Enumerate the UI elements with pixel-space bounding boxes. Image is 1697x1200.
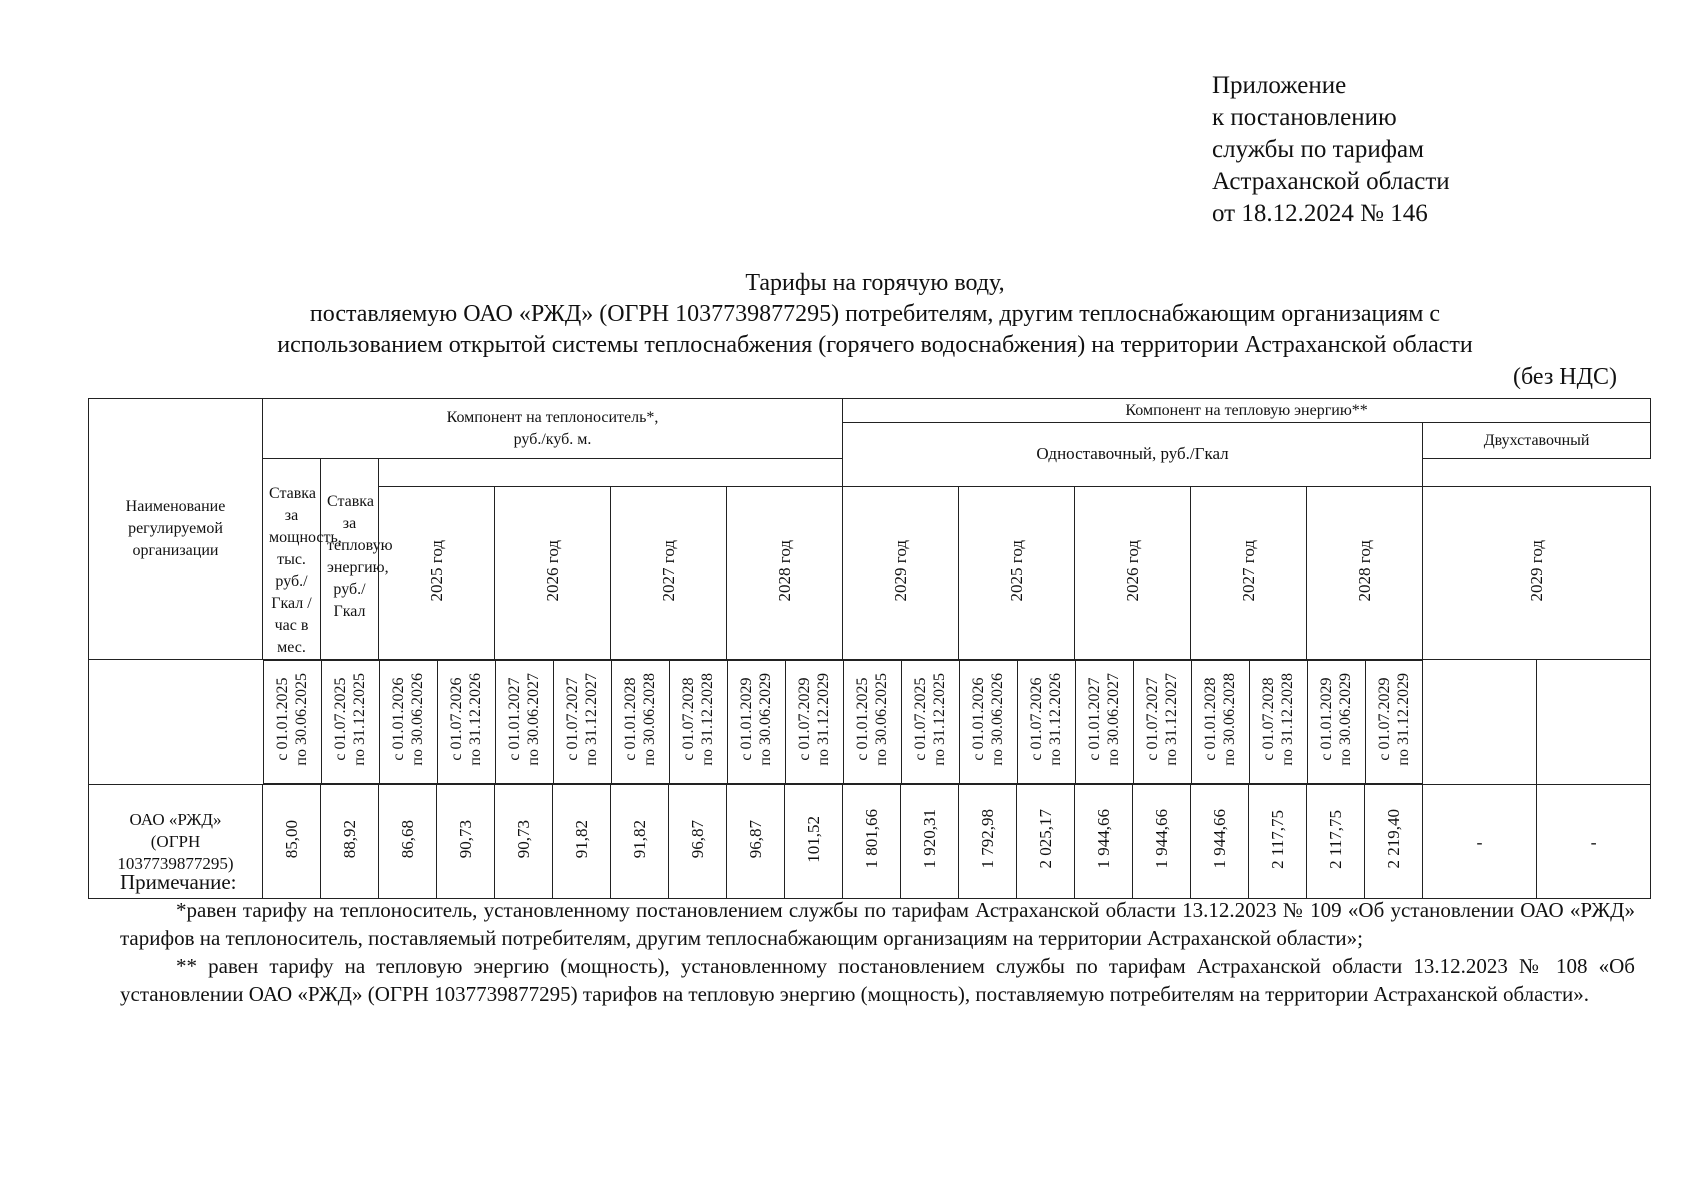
period-from: с 01.01.2027 <box>506 677 523 762</box>
period-cell <box>959 661 1017 784</box>
period-from: с 01.07.2028 <box>680 677 697 762</box>
coolant-value: 88,92 <box>340 819 359 859</box>
period-cell <box>1075 661 1133 784</box>
period-to: по 31.12.2028 <box>699 673 716 766</box>
note-heading: Примечание: <box>120 870 237 894</box>
period-cell <box>901 661 959 784</box>
period-to: по 31.12.2029 <box>815 673 832 766</box>
heat-value: 2 219,40 <box>1384 809 1404 869</box>
period-cell <box>321 661 379 784</box>
year-label: 2028 год <box>775 539 794 602</box>
year-cell <box>843 486 959 659</box>
heat-header: Компонент на тепловую энергию** <box>843 399 1651 423</box>
period-row-container <box>89 660 1423 785</box>
period-from: с 01.07.2025 <box>332 677 349 762</box>
heat-value: 1 801,66 <box>862 809 882 869</box>
heat-value: 1 944,66 <box>1094 809 1114 869</box>
coolant-value: 96,87 <box>746 819 765 859</box>
coolant-value: 90,73 <box>514 819 533 859</box>
period-cell <box>611 661 669 784</box>
coolant-value: 85,00 <box>282 819 301 859</box>
energy-period-blank <box>1537 660 1651 785</box>
tariff-table <box>88 398 1651 899</box>
heat-value: 1 920,31 <box>920 809 940 869</box>
appendix-line: службы по тарифам <box>1212 136 1424 163</box>
period-spacer <box>89 661 263 784</box>
year-cell <box>379 486 495 659</box>
year-label: 2026 год <box>543 539 562 602</box>
period-to: по 31.12.2029 <box>1395 673 1413 766</box>
year-label: 2027 год <box>1239 539 1259 602</box>
title-line: поставляемую ОАО «РЖД» (ОГРН 1037739877295) потребителям, другим теплоснабжающим организациям с <box>309 301 1441 327</box>
year-cell <box>1191 486 1307 659</box>
heat-value: 2 025,17 <box>1036 809 1056 869</box>
year-label: 2026 год <box>1123 539 1143 602</box>
year-cell <box>1307 486 1423 659</box>
coolant-value: 90,73 <box>456 819 475 859</box>
period-header-row <box>89 660 1651 785</box>
year-label: 2025 год <box>427 539 446 602</box>
period-to: по 30.06.2025 <box>293 673 310 766</box>
period-from: с 01.01.2029 <box>1318 677 1335 762</box>
period-cell <box>553 661 611 784</box>
period-to: по 31.12.2026 <box>1047 673 1064 766</box>
year-cell <box>1075 486 1191 659</box>
period-cell <box>785 661 843 784</box>
period-cell <box>379 661 437 784</box>
period-from: с 01.01.2025 <box>854 677 871 762</box>
period-to: по 30.06.2028 <box>641 673 658 766</box>
title-line: Тарифы на горячую воду, <box>745 270 1005 296</box>
document-title <box>150 268 1600 361</box>
period-to: по 30.06.2029 <box>757 673 774 766</box>
note-block <box>120 868 1635 1008</box>
year-cell <box>727 486 843 659</box>
period-to: по 31.12.2027 <box>583 673 600 766</box>
period-cell <box>1365 661 1423 784</box>
period-cell <box>263 661 321 784</box>
coolant-value: 101,52 <box>804 815 823 863</box>
period-from: с 01.07.2028 <box>1260 677 1277 762</box>
capacity-period-blank <box>1423 660 1537 785</box>
period-to: по 30.06.2025 <box>873 673 890 766</box>
year-cell <box>959 486 1075 659</box>
period-from: с 01.01.2028 <box>1202 677 1219 762</box>
period-cell <box>1307 661 1365 784</box>
period-from: с 01.01.2029 <box>738 677 755 762</box>
period-from: с 01.07.2027 <box>564 677 581 762</box>
appendix-line: Астраханской области <box>1212 168 1450 195</box>
note-paragraph-heat: ** равен тарифу на тепловую энергию (мощность), установленному постановлением службы по тарифам Астраханской области 13.12.2023 № 108 «Об установлении ОАО «РЖД» (ОГРН 1037739877295) тарифов на тепловую энергию (мощность), поставляемую потребителям на территории Астраханской области». <box>120 954 1635 1006</box>
org-name-line: (ОГРН <box>150 831 201 851</box>
heat-value: 1 792,98 <box>978 809 998 869</box>
heat-value: 2 117,75 <box>1326 809 1346 869</box>
year-label: 2029 год <box>1527 539 1547 602</box>
year-cell <box>1423 486 1651 659</box>
title-line: использованием открытой системы теплоснабжения (горячего водоснабжения) на территории Астраханской области <box>277 332 1473 358</box>
period-from: с 01.07.2029 <box>796 677 813 762</box>
org-header: Наименование регулируемой организации <box>89 399 263 660</box>
period-to: по 30.06.2027 <box>525 673 542 766</box>
period-to: по 30.06.2027 <box>1105 673 1122 766</box>
period-from: с 01.07.2026 <box>1028 677 1045 762</box>
period-from: с 01.01.2027 <box>1086 677 1103 762</box>
period-from: с 01.07.2029 <box>1376 677 1394 762</box>
period-cell <box>437 661 495 784</box>
appendix-block <box>1212 70 1450 230</box>
period-cell <box>727 661 785 784</box>
period-from: с 01.01.2026 <box>390 677 407 762</box>
coolant-value: 91,82 <box>572 819 591 859</box>
energy-value-cell: - <box>1537 785 1651 899</box>
period-cell <box>1133 661 1191 784</box>
period-from: с 01.01.2026 <box>970 677 987 762</box>
period-from: с 01.01.2025 <box>274 677 291 762</box>
period-cell <box>1017 661 1075 784</box>
coolant-value: 91,82 <box>630 819 649 859</box>
period-to: по 31.12.2028 <box>1279 673 1296 766</box>
appendix-line: к постановлению <box>1212 104 1397 131</box>
single-rate-header: Одноставочный, руб./Гкал <box>843 423 1423 487</box>
year-label: 2029 год <box>891 539 911 602</box>
period-to: по 30.06.2026 <box>409 673 426 766</box>
coolant-value: 86,68 <box>398 819 417 859</box>
year-cell <box>611 486 727 659</box>
year-label: 2025 год <box>1007 539 1027 602</box>
heat-value: 1 944,66 <box>1210 809 1230 869</box>
coolant-header: Компонент на теплоноситель*, руб./куб. м. <box>263 399 843 459</box>
heat-value: 2 117,75 <box>1268 809 1288 869</box>
period-to: по 31.12.2027 <box>1163 673 1180 766</box>
period-subtable <box>89 660 1423 784</box>
two-rate-header: Двухставочный <box>1423 423 1651 459</box>
period-to: по 30.06.2028 <box>1221 673 1238 766</box>
period-to: по 30.06.2026 <box>989 673 1006 766</box>
period-cell <box>1249 661 1307 784</box>
year-label: 2028 год <box>1355 539 1375 602</box>
period-to: по 31.12.2025 <box>351 673 368 766</box>
org-name-line: ОАО «РЖД» <box>129 809 222 829</box>
appendix-line: Приложение <box>1212 72 1347 99</box>
year-cell <box>495 486 611 659</box>
period-to: по 30.06.2029 <box>1337 673 1354 766</box>
period-from: с 01.01.2028 <box>622 677 639 762</box>
appendix-line: от 18.12.2024 № 146 <box>1212 200 1428 227</box>
heat-value: 1 944,66 <box>1152 809 1172 869</box>
note-paragraph-coolant: *равен тарифу на теплоноситель, установленному постановлением службы по тарифам Астраханской области 13.12.2023 № 109 «Об установлении ОАО «РЖД» тарифов на теплоноситель, поставляемый потребителям, другим теплоснабжающим организациям на территории Астраханской области»; <box>120 898 1635 950</box>
coolant-value: 96,87 <box>688 819 707 859</box>
period-cell <box>1191 661 1249 784</box>
year-label: 2027 год <box>659 539 678 602</box>
period-to: по 31.12.2026 <box>467 673 484 766</box>
period-cell <box>843 661 901 784</box>
period-from: с 01.07.2025 <box>912 677 929 762</box>
vat-note: (без НДС) <box>1512 364 1617 390</box>
capacity-value-cell: - <box>1423 785 1537 899</box>
period-cell <box>669 661 727 784</box>
org-name-line: 1037739877295) <box>117 853 234 873</box>
period-from: с 01.07.2026 <box>448 677 465 762</box>
period-cell <box>495 661 553 784</box>
period-from: с 01.07.2027 <box>1144 677 1161 762</box>
period-to: по 31.12.2025 <box>931 673 948 766</box>
energy-rate-header: Ставка за тепловую энергию, руб./Гкал <box>321 459 379 660</box>
capacity-rate-header: Ставка за мощность, тыс. руб./Гкал /час в мес. <box>263 459 321 660</box>
